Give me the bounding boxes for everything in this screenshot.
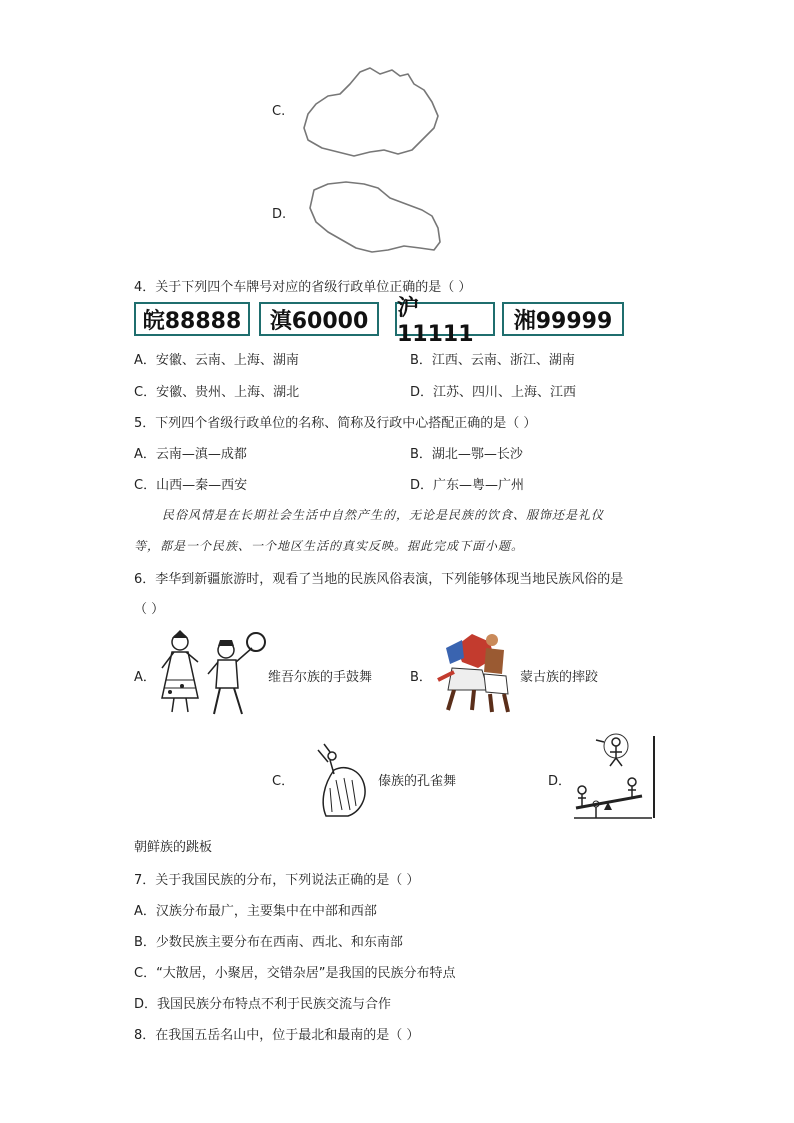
tibet-outline-map (306, 178, 446, 258)
q5-option-d: D．广东—粤—广州 (410, 478, 525, 493)
q5-option-b: B．湖北—鄂—长沙 (410, 447, 523, 462)
q6-option-c-text: 傣族的孔雀舞 (378, 774, 457, 789)
q6-stem-line-1: 6．李华到新疆旅游时，观看了当地的民族风俗表演，下列能够体现当地民族风俗的是 (134, 572, 624, 587)
q6-option-b-label: B． (410, 670, 432, 685)
q7-option-a: A．汉族分布最广，主要集中在中部和西部 (134, 904, 377, 919)
passage-line-2: 等，都是一个民族、一个地区生活的真实反映。据此完成下面小题。 (134, 539, 525, 553)
q7-option-c: C．“大散居，小聚居，交错杂居”是我国的民族分布特点 (134, 966, 456, 981)
plate-anhui: 皖88888 (134, 302, 250, 336)
q4-option-a: A．安徽、云南、上海、湖南 (134, 353, 299, 368)
q6-option-a-text: 维吾尔族的手鼓舞 (268, 670, 373, 685)
q6-stem-line-2: （ ） (134, 602, 165, 617)
q6-option-c-label: C． (272, 774, 295, 789)
q8-stem: 8．在我国五岳名山中，位于最北和最南的是（ ） (134, 1028, 420, 1043)
uyghur-dance-illustration (152, 628, 268, 718)
mongolian-wrestling-illustration (432, 628, 516, 716)
q5-option-a: A．云南—滇—成都 (134, 447, 247, 462)
q5-option-c: C．山西—秦—西安 (134, 478, 248, 493)
q3-option-c-label: C. (272, 104, 286, 119)
q4-option-b: B．江西、云南、浙江、湖南 (410, 353, 575, 368)
plate-yunnan: 滇60000 (259, 302, 379, 336)
xinjiang-outline-map (300, 64, 450, 159)
plate-shanghai: 沪11111 (395, 302, 495, 336)
passage-line-1: 民俗风情是在长期社会生活中自然产生的，无论是民族的饮食、服饰还是礼仪 (162, 508, 605, 522)
q4-stem: 4．关于下列四个车牌号对应的省级行政单位正确的是（ ） (134, 280, 472, 295)
q4-option-c: C．安徽、贵州、上海、湖北 (134, 385, 300, 400)
q7-option-d: D．我国民族分布特点不利于民族交流与合作 (134, 997, 392, 1012)
q6-option-b-text: 蒙古族的摔跤 (520, 670, 599, 685)
q6-option-d-text: 朝鲜族的跳板 (134, 840, 213, 855)
q6-option-d-label: D． (548, 774, 572, 789)
q4-option-d: D．江苏、四川、上海、江西 (410, 385, 577, 400)
plate-hunan: 湘99999 (502, 302, 624, 336)
q7-stem: 7．关于我国民族的分布，下列说法正确的是（ ） (134, 873, 420, 888)
q7-option-b: B．少数民族主要分布在西南、西北、和东南部 (134, 935, 403, 950)
q5-stem: 5．下列四个省级行政单位的名称、简称及行政中心搭配正确的是（ ） (134, 416, 537, 431)
q3-option-d-label: D. (272, 207, 287, 222)
dai-peacock-dance-illustration (312, 740, 372, 820)
q6-option-a-label: A． (134, 670, 156, 685)
korean-seesaw-illustration (572, 734, 658, 822)
